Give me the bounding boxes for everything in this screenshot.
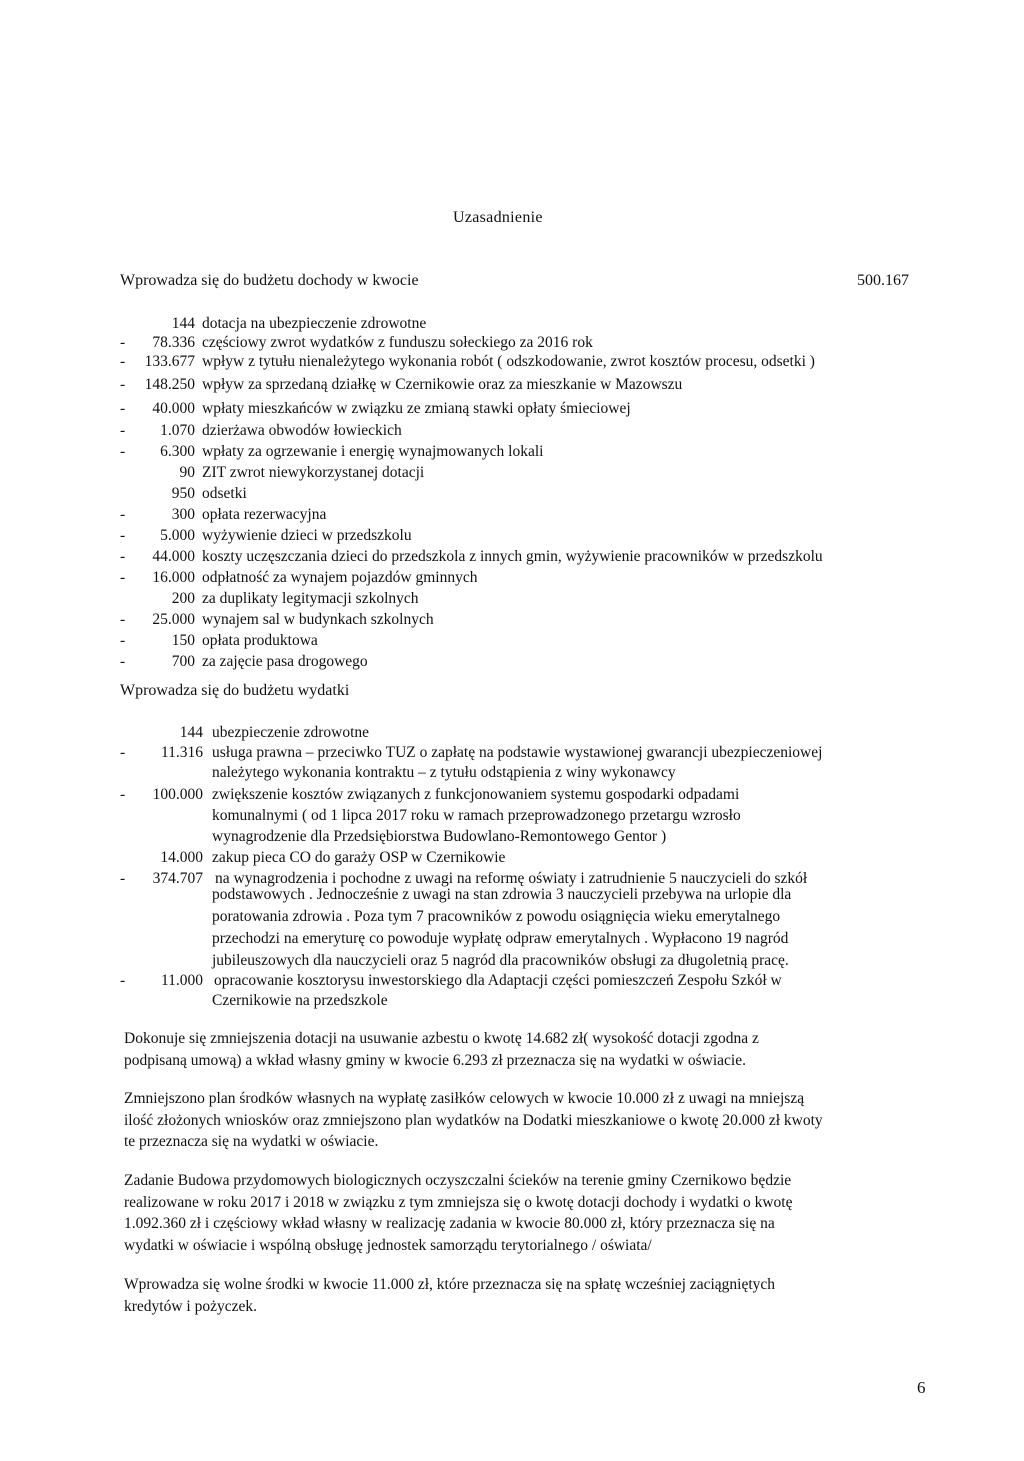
amount: 44.000 <box>152 548 195 565</box>
expenses-intro: Wprowadza się do budżetu wydatki <box>120 682 350 699</box>
paragraph-line: 1.092.360 zł i częściowy wkład własny w realizację zadania w kwocie 80.000 zł, który przeznacza się na <box>124 1215 775 1232</box>
dash: - <box>120 400 126 417</box>
dash: - <box>120 870 126 887</box>
description: za duplikaty legitymacji szkolnych <box>202 590 419 607</box>
expense-item <box>0 786 1024 806</box>
dash: - <box>120 376 126 393</box>
description: za zajęcie pasa drogowego <box>202 653 368 670</box>
dash: - <box>120 972 126 989</box>
amount: 11.316 <box>160 744 203 761</box>
income-item <box>0 400 1024 420</box>
amount: 90 <box>179 464 195 481</box>
expense-item <box>0 972 1024 992</box>
description: wpływ z tytułu nienależytego wykonania robót ( odszkodowanie, zwrot kosztów procesu, odsetki ) <box>202 353 815 370</box>
expense-item <box>0 724 1024 744</box>
amount: 144 <box>171 315 195 332</box>
description: wpływ za sprzedaną działkę w Czernikowie oraz za mieszkanie w Mazowszu <box>202 376 683 393</box>
description-continuation: podstawowych . Jednocześnie z uwagi na stan zdrowia 3 nauczycieli przebywa na urlopie dla <box>212 886 792 903</box>
amount: 200 <box>171 590 195 607</box>
paragraph-line: Dokonuje się zmniejszenia dotacji na usuwanie azbestu o kwotę 14.682 zł( wysokość dotacji zgodna z <box>124 1030 759 1047</box>
paragraph-sewage <box>124 1170 792 1256</box>
income-item <box>0 443 1024 463</box>
description: usługa prawna – przeciwko TUZ o zapłatę na podstawie wystawionej gwarancji ubezpieczeniowej <box>212 744 823 761</box>
income-total: 500.167 <box>857 272 909 289</box>
income-item <box>0 422 1024 442</box>
income-item <box>0 506 1024 526</box>
amount: 144 <box>179 724 203 741</box>
income-item <box>0 611 1024 631</box>
expense-item <box>0 744 1024 764</box>
amount: 700 <box>171 653 195 670</box>
expense-item <box>0 849 1024 869</box>
description: wpłaty za ogrzewanie i energię wynajmowanych lokali <box>202 443 544 460</box>
dash: - <box>120 443 126 460</box>
description: zakup pieca CO do garaży OSP w Czernikowie <box>212 849 506 866</box>
dash: - <box>120 653 126 670</box>
paragraph-line: wydatki w oświacie i wspólną obsługę jednostek samorządu terytorialnego / oświata/ <box>124 1236 652 1254</box>
amount: 374.707 <box>152 870 203 887</box>
dash: - <box>120 611 126 628</box>
paragraph-line: Zadanie Budowa przydomowych biologicznych oczyszczalni ścieków na terenie gminy Czernikowo będzie <box>124 1172 792 1189</box>
income-item <box>0 334 1024 354</box>
income-item <box>0 590 1024 610</box>
amount: 300 <box>171 506 195 523</box>
amount: 78.336 <box>152 334 195 351</box>
description: wynajem sal w budynkach szkolnych <box>202 611 434 628</box>
description: ubezpieczenie zdrowotne <box>212 724 370 741</box>
dash: - <box>120 548 126 565</box>
description: dotacja na ubezpieczenie zdrowotne <box>202 315 427 332</box>
amount: 1.070 <box>160 422 195 439</box>
dash: - <box>120 334 126 351</box>
income-item <box>0 548 1024 568</box>
description: opłata produktowa <box>202 632 318 649</box>
amount: 25.000 <box>152 611 195 628</box>
page-number: 6 <box>917 1378 926 1397</box>
income-item <box>0 632 1024 652</box>
description-continuation: jubileuszowych dla nauczycieli oraz 5 nagród dla pracowników obsługi za długoletnią pracę. <box>212 952 789 969</box>
paragraph-line: Wprowadza się wolne środki w kwocie 11.000 zł, które przeznacza się na spłatę wcześniej zaciągniętych <box>124 1276 776 1293</box>
amount: 16.000 <box>152 569 195 586</box>
dash: - <box>120 353 126 370</box>
amount: 133.677 <box>144 353 195 370</box>
description: zwiększenie kosztów związanych z funkcjonowaniem systemu gospodarki odpadami <box>212 786 740 803</box>
description: odpłatność za wynajem pojazdów gminnych <box>202 569 478 586</box>
paragraph-line: podpisaną umową) a wkład własny gminy w kwocie 6.293 zł przeznacza się na wydatki w oświacie. <box>124 1051 746 1069</box>
description: dzierżawa obwodów łowieckich <box>202 422 402 439</box>
paragraph-asbestos <box>124 1028 759 1071</box>
income-item <box>0 464 1024 484</box>
income-item <box>0 376 1024 396</box>
description: odsetki <box>202 485 247 502</box>
paragraph-line: ilość złożonych wniosków oraz zmniejszono plan wydatków na Dodatki mieszkaniowe o kwotę 20.000 zł kwoty <box>124 1111 823 1129</box>
income-item <box>0 569 1024 589</box>
description: na wynagrodzenia i pochodne z uwagi na reformę oświaty i zatrudnienie 5 nauczycieli do szkół <box>215 870 808 887</box>
description-continuation: poratowania zdrowia . Poza tym 7 pracowników z powodu osiągnięcia wieku emerytalnego <box>212 908 781 925</box>
paragraph-line: kredytów i pożyczek. <box>124 1297 257 1315</box>
paragraph-line: Zmniejszono plan środków własnych na wypłatę zasiłków celowych w kwocie 10.000 zł z uwagi na mniejszą <box>124 1090 805 1107</box>
income-intro: Wprowadza się do budżetu dochody w kwocie <box>120 272 419 289</box>
description: opłata rezerwacyjna <box>202 506 327 523</box>
amount: 11.000 <box>160 972 203 989</box>
paragraph-benefits <box>124 1088 823 1153</box>
description-continuation: przechodzi na emeryturę co powoduje wypłatę odpraw emerytalnych . Wypłacono 19 nagród <box>212 930 789 947</box>
amount: 40.000 <box>152 400 195 417</box>
dash: - <box>120 422 126 439</box>
dash: - <box>120 506 126 523</box>
description-continuation: wynagrodzenie dla Przedsiębiorstwa Budowlano-Remontowego Gentor ) <box>212 828 667 845</box>
amount: 5.000 <box>160 527 195 544</box>
description: opracowanie kosztorysu inwestorskiego dla Adaptacji części pomieszczeń Zespołu Szkół w <box>214 972 782 989</box>
dash: - <box>120 786 126 803</box>
description-continuation: należytego wykonania kontraktu – z tytułu odstąpienia z winy wykonawcy <box>212 764 676 781</box>
income-item <box>0 653 1024 673</box>
amount: 14.000 <box>160 849 203 866</box>
paragraph-line: realizowane w roku 2017 i 2018 w związku z tym zmniejsza się o kwotę dotacji dochody i wydatki o kwotę <box>124 1193 793 1211</box>
dash: - <box>120 569 126 586</box>
description-continuation: Czernikowie na przedszkole <box>212 992 388 1009</box>
description: wpłaty mieszkańców w związku ze zmianą stawki opłaty śmieciowej <box>202 400 631 417</box>
paragraph-free-funds <box>124 1274 775 1317</box>
amount: 148.250 <box>144 376 195 393</box>
amount: 6.300 <box>160 443 195 460</box>
dash: - <box>120 632 126 649</box>
description: częściowy zwrot wydatków z funduszu sołeckiego za 2016 rok <box>202 334 593 351</box>
description: ZIT zwrot niewykorzystanej dotacji <box>202 464 425 481</box>
document-title: Uzasadnienie <box>453 209 543 226</box>
amount: 950 <box>171 485 195 502</box>
income-item <box>0 315 1024 335</box>
dash: - <box>120 744 126 761</box>
dash: - <box>120 527 126 544</box>
amount: 150 <box>171 632 195 649</box>
description-continuation: komunalnymi ( od 1 lipca 2017 roku w ramach przeprowadzonego przetargu wzrosło <box>212 807 741 824</box>
description: koszty uczęszczania dzieci do przedszkola z innych gmin, wyżywienie pracowników w przedszkolu <box>202 548 823 565</box>
income-item <box>0 485 1024 505</box>
paragraph-line: te przeznacza się na wydatki w oświacie. <box>124 1133 379 1150</box>
income-item <box>0 527 1024 547</box>
income-item <box>0 353 1024 373</box>
description: wyżywienie dzieci w przedszkolu <box>202 527 412 544</box>
amount: 100.000 <box>152 786 203 803</box>
